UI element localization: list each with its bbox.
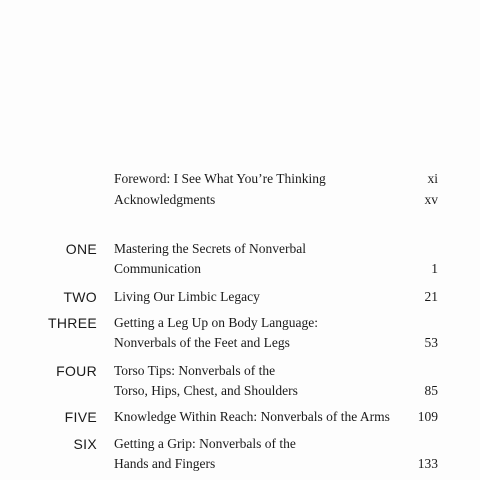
chapter-title-line: Mastering the Secrets of Nonverbal — [114, 241, 306, 256]
chapter-title — [114, 287, 260, 307]
chapter-number: THREE — [48, 315, 97, 331]
chapter-entry-two — [0, 287, 480, 313]
front-matter-title: Acknowledgments — [114, 192, 216, 207]
chapter-entry-one — [0, 239, 480, 287]
chapter-number: FIVE — [64, 409, 97, 425]
chapter-number: ONE — [65, 241, 97, 257]
chapter-title-line: Getting a Grip: Nonverbals of the — [114, 436, 296, 451]
chapter-title-line: Knowledge Within Reach: Nonverbals of the Arms — [114, 409, 390, 424]
chapter-list — [0, 239, 480, 478]
chapter-number: SIX — [73, 436, 97, 452]
chapter-number: FOUR — [56, 363, 97, 379]
chapter-title-line: Communication — [114, 261, 201, 276]
chapter-title — [114, 239, 306, 279]
chapter-page-number: 85 — [424, 383, 438, 398]
chapter-title — [114, 361, 298, 401]
chapter-title-line: Torso Tips: Nonverbals of the — [114, 363, 276, 378]
chapter-title-line: Torso, Hips, Chest, and Shoulders — [114, 383, 298, 398]
front-matter-title: Foreword: I See What You’re Thinking — [114, 171, 326, 186]
chapter-entry-four — [0, 361, 480, 407]
chapter-entry-three — [0, 313, 480, 361]
chapter-title-line: Nonverbals of the Feet and Legs — [114, 335, 290, 350]
chapter-title-line: Hands and Fingers — [114, 456, 216, 471]
chapter-title — [114, 407, 390, 427]
chapter-title-line: Getting a Leg Up on Body Language: — [114, 315, 318, 330]
chapter-entry-six — [0, 434, 480, 478]
chapter-page-number: 21 — [424, 289, 438, 304]
chapter-page-number: 133 — [417, 456, 438, 471]
chapter-page-number: 109 — [417, 409, 438, 424]
front-matter-entry-foreword — [0, 170, 480, 191]
chapter-title — [114, 434, 296, 474]
front-matter-list — [0, 170, 480, 212]
chapter-page-number: 53 — [424, 335, 438, 350]
front-matter-entry-acknowledgments — [0, 191, 480, 212]
chapter-page-number: 1 — [431, 261, 438, 276]
chapter-title — [114, 313, 318, 353]
chapter-title-line: Living Our Limbic Legacy — [114, 289, 260, 304]
chapter-number: TWO — [63, 289, 97, 305]
front-matter-page-number: xv — [424, 192, 438, 207]
front-matter-page-number: xi — [427, 171, 438, 186]
chapter-entry-five — [0, 407, 480, 434]
